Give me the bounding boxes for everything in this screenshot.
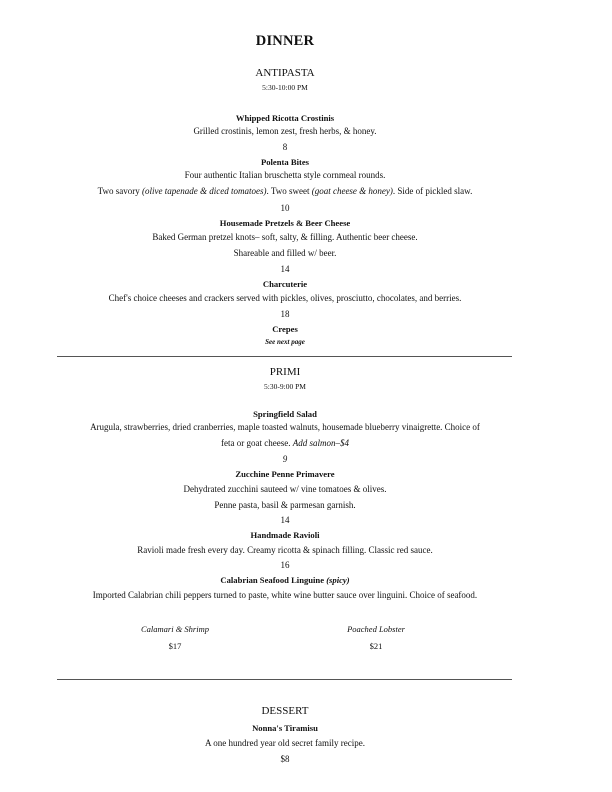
text-fragment: . Side of pickled slaw. xyxy=(392,186,473,196)
option-price: $17 xyxy=(168,641,182,651)
item-price: 18 xyxy=(280,309,290,319)
text-fragment-italic: Add salmon–$4 xyxy=(292,438,349,448)
section-heading-dessert: DESSERT xyxy=(261,705,309,717)
section-hours-primi: 5:30-9:00 PM xyxy=(264,382,306,391)
item-price: 14 xyxy=(280,515,290,525)
item-description: Ravioli made fresh every day. Creamy ricotta & spinach filling. Classic red sauce. xyxy=(137,545,433,555)
item-name xyxy=(0,574,570,586)
section-divider xyxy=(57,356,512,357)
text-fragment: . Two sweet xyxy=(266,186,312,196)
item-name: Crepes xyxy=(272,324,298,334)
item-price: 14 xyxy=(280,264,290,274)
option-price: $21 xyxy=(369,641,383,651)
item-price: 10 xyxy=(280,203,290,213)
section-heading-primi: PRIMI xyxy=(269,366,301,378)
item-name: Zucchine Penne Primavere xyxy=(235,469,335,479)
text-fragment-italic: (goat cheese & honey) xyxy=(311,186,393,196)
item-price: 16 xyxy=(280,560,290,570)
spicy-tag: (spicy) xyxy=(326,575,350,585)
item-name: Polenta Bites xyxy=(261,157,309,167)
item-description: Chef's choice cheeses and crackers served with pickles, olives, prosciutto, chocolates, and berries. xyxy=(108,293,462,303)
item-name: Housemade Pretzels & Beer Cheese xyxy=(219,218,351,228)
item-name-text: Calabrian Seafood Linguine xyxy=(220,575,325,585)
option-label: Poached Lobster xyxy=(347,624,405,634)
item-description: Arugula, strawberries, dried cranberries, maple toasted walnuts, housemade blueberry vinaigrette. Choice of xyxy=(90,422,480,432)
item-description-2: Shareable and filled w/ beer. xyxy=(233,248,337,258)
section-heading-antipasta: ANTIPASTA xyxy=(255,67,315,79)
item-price: $8 xyxy=(280,754,290,764)
item-description: Dehydrated zucchini sauteed w/ vine tomatoes & olives. xyxy=(183,484,387,494)
item-description-2: Penne pasta, basil & parmesan garnish. xyxy=(214,500,356,510)
text-fragment-italic: (olive tapenade & diced tomatoes) xyxy=(142,186,267,196)
section-hours-antipasta: 5:30-10:00 PM xyxy=(262,83,308,92)
item-name: Springfield Salad xyxy=(253,409,317,419)
item-description-2 xyxy=(0,437,570,449)
item-description: Baked German pretzel knots– soft, salty, & filling. Authentic beer cheese. xyxy=(152,232,418,242)
item-description: Four authentic Italian bruschetta style cornmeal rounds. xyxy=(184,170,386,180)
item-price: 8 xyxy=(282,142,288,152)
item-description: A one hundred year old secret family recipe. xyxy=(205,738,365,748)
item-name: Handmade Ravioli xyxy=(250,530,320,540)
section-divider xyxy=(57,679,512,680)
text-fragment: feta or goat cheese. xyxy=(221,438,293,448)
item-name: Nonna's Tiramisu xyxy=(252,723,318,733)
item-name: Charcuterie xyxy=(262,279,308,289)
item-description-2 xyxy=(0,185,570,197)
option-label: Calamari & Shrimp xyxy=(140,624,209,634)
item-description: Imported Calabrian chili peppers turned to paste, white wine butter sauce over linguini. Choice of seafood. xyxy=(92,590,478,600)
page-title: DINNER xyxy=(255,33,315,49)
item-price: 9 xyxy=(282,454,288,464)
item-name: Whipped Ricotta Crostinis xyxy=(235,113,335,123)
item-description: Grilled crostinis, lemon zest, fresh herbs, & honey. xyxy=(193,126,377,136)
text-fragment: Two savory xyxy=(97,186,143,196)
item-note: See next page xyxy=(265,338,305,346)
